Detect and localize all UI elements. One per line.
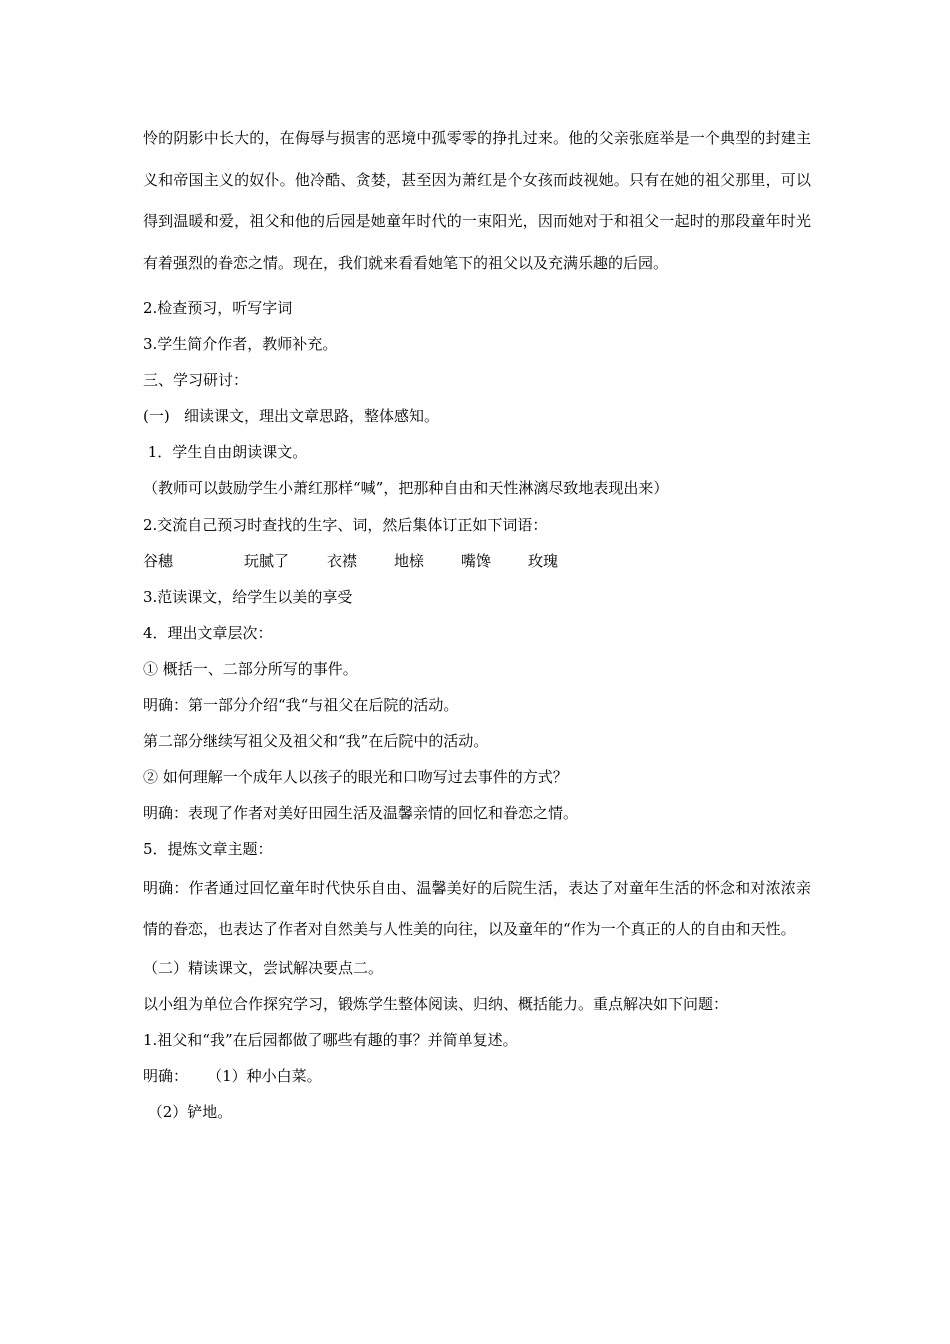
section-heading: 三、学习研讨： bbox=[143, 371, 249, 390]
text-line: 明确：表现了作者对美好田园生活及温馨亲情的回忆和眷恋之情。 bbox=[143, 804, 579, 823]
vocab-word: 嘴馋 bbox=[461, 551, 492, 570]
vocab-word: 谷穗 bbox=[143, 551, 174, 570]
text-line: 3.范读课文，给学生以美的享受 bbox=[143, 587, 353, 606]
text-line: 1.祖父和“我”在后园都做了哪些有趣的事？并简单复述。 bbox=[143, 1030, 518, 1049]
text-line: 以小组为单位合作探究学习，锻炼学生整体阅读、归纳、概括能力。重点解决如下问题： bbox=[143, 994, 729, 1013]
vocab-word: 玩腻了 bbox=[244, 551, 290, 570]
text-line: 第二部分继续写祖父及祖父和“我”在后院中的活动。 bbox=[143, 732, 489, 751]
text-line: 明确： （1）种小白菜。 bbox=[143, 1066, 322, 1085]
vocab-word: 衣襟 bbox=[327, 551, 358, 570]
text-line: 3.学生简介作者，教师补充。 bbox=[143, 335, 338, 354]
vocab-word: 地榇 bbox=[394, 551, 425, 570]
text-line: 明确：第一部分介绍“我“与祖父在后院的活动。 bbox=[143, 696, 459, 715]
text-line: 2.交流自己预习时查找的生字、词，然后集体订正如下词语： bbox=[143, 515, 548, 534]
text-line: 4．理出文章层次： bbox=[143, 623, 273, 642]
text-line: （2）铲地。 bbox=[143, 1102, 233, 1121]
text-line: 2.检查预习，听写字词 bbox=[143, 299, 293, 317]
text-line: 5．提炼文章主题： bbox=[143, 840, 273, 859]
theme-paragraph: 明确：作者通过回忆童年时代快乐自由、温馨美好的后院生活，表达了对童年生活的怀念和对浓浓亲情的眷恋，也表达了作者对自然美与人性美的向往，以及童年的“作为一个真正的人的自由和天性。 bbox=[143, 878, 811, 938]
document-page bbox=[143, 118, 811, 1130]
subsection-heading: (一) 细读课文，理出文章思路，整体感知。 bbox=[143, 407, 440, 426]
text-line: ② 如何理解一个成年人以孩子的眼光和口吻写过去事件的方式？ bbox=[143, 768, 568, 787]
vocabulary-list bbox=[143, 543, 811, 579]
intro-paragraph: 怜的阴影中长大的，在侮辱与损害的恶境中孤零零的挣扎过来。他的父亲张庭举是一个典型的封建主义和帝国主义的奴仆。他冷酷、贪婪，甚至因为萧红是个女孩而歧视她。只有在她的祖父那里，可以得到温暖和爱，祖父和他的后园是她童年时代的一束阳光，因而她对于和祖父一起时的那段童年时光有着强烈的眷恋之情。现在，我们就来看看她笔下的祖父以及充满乐趣的后园。 bbox=[143, 129, 811, 272]
text-line: ① 概括一、二部分所写的事件。 bbox=[143, 659, 358, 678]
text-line: 1．学生自由朗读课文。 bbox=[143, 443, 308, 462]
vocab-word: 玫瑰 bbox=[528, 551, 559, 570]
text-line: （教师可以鼓励学生小萧红那样“喊”，把那种自由和天性淋漓尽致地表现出来） bbox=[143, 479, 669, 498]
subsection-heading: （二）精读课文，尝试解决要点二。 bbox=[143, 958, 384, 977]
